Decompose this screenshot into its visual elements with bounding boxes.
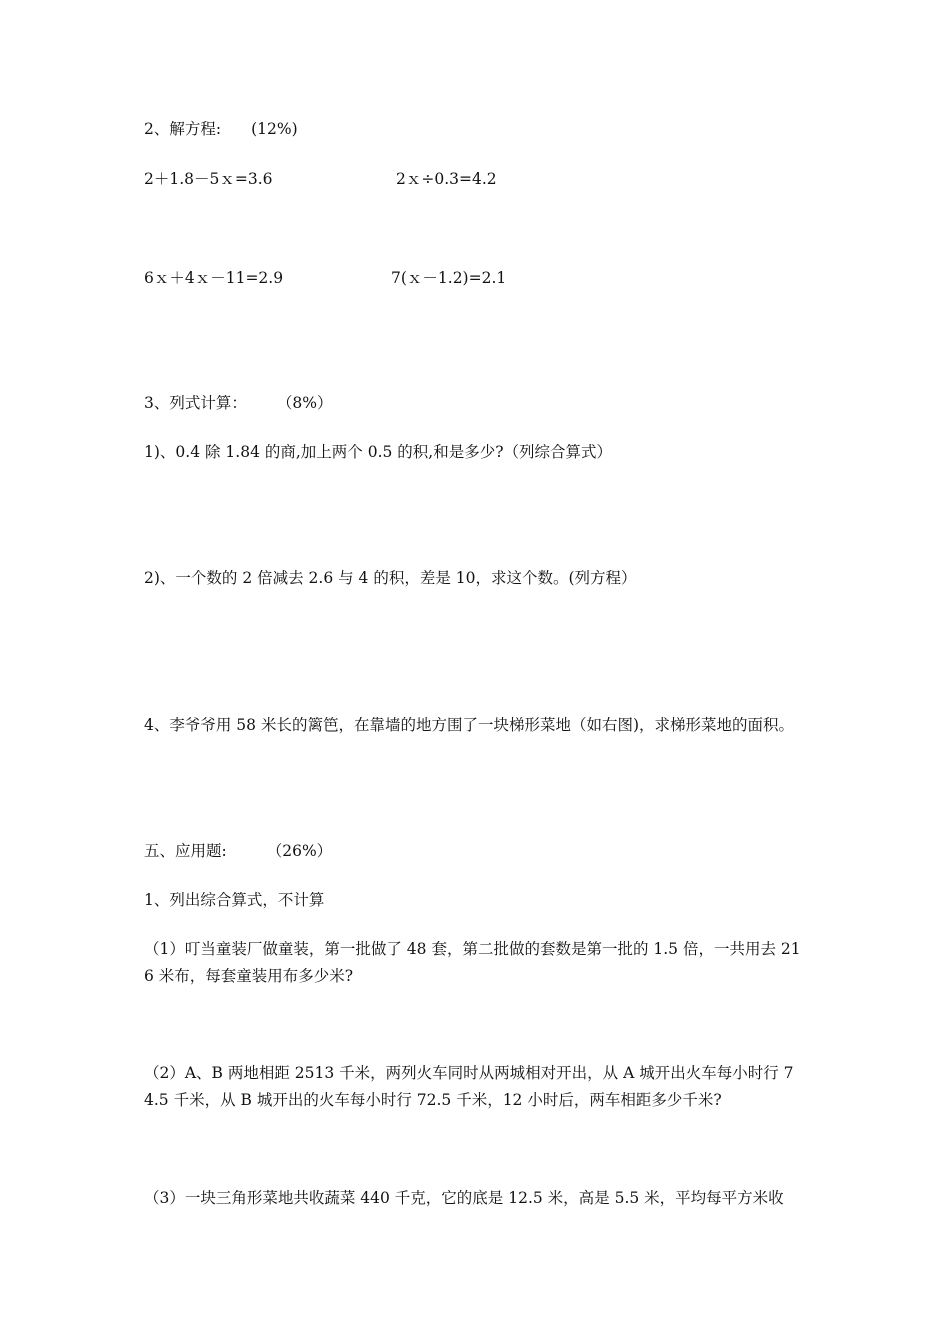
section3-heading-row <box>144 392 332 414</box>
section5-heading: 五、应用题: <box>144 842 227 860</box>
equation-4: 7(ｘ－1.2)=2.1 <box>391 269 507 287</box>
section3-heading: 3、列式计算： <box>144 394 247 412</box>
section2-score: (12%) <box>251 120 298 138</box>
section4-problem: 4、李爷爷用 58 米长的篱笆，在靠墙的地方围了一块梯形菜地（如右图)，求梯形菜地的面积。 <box>144 716 794 734</box>
section2-heading: 2、解方程: <box>144 120 222 138</box>
section5-problem-1: （1）叮当童装厂做童装，第一批做了 48 套，第二批做的套数是第一批的 1.5 倍，一共用去 216 米布，每套童装用布多少米? <box>144 940 801 985</box>
section5-problem-2: （2）A、B 两地相距 2513 千米，两列火车同时从两城相对开出，从 A 城开出火车每小时行 74.5 千米，从 B 城开出的火车每小时行 72.5 千米，12 小时后，两车相距多少千米? <box>144 1064 794 1109</box>
section2-heading-row <box>144 118 298 140</box>
section5-heading-row <box>144 840 332 862</box>
section5-score: （26%） <box>266 842 333 860</box>
section5-subheading: 1、列出综合算式，不计算 <box>144 891 325 909</box>
equation-2: 2ｘ÷0.3=4.2 <box>396 170 497 188</box>
equation-3: 6ｘ＋4ｘ－11=2.9 <box>144 269 284 287</box>
section3-question-1: 1)、0.4 除 1.84 的商,加上两个 0.5 的积,和是多少?（列综合算式） <box>144 443 613 461</box>
section3-question-2: 2)、一个数的 2 倍减去 2.6 与 4 的积，差是 10，求这个数。(列方程） <box>144 569 637 587</box>
section5-problem-3: （3）一块三角形菜地共收蔬菜 440 千克，它的底是 12.5 米，高是 5.5 米，平均每平方米收 <box>144 1189 784 1207</box>
equation-1: 2＋1.8－5ｘ=3.6 <box>144 170 273 188</box>
section3-score: （8%） <box>276 394 333 412</box>
